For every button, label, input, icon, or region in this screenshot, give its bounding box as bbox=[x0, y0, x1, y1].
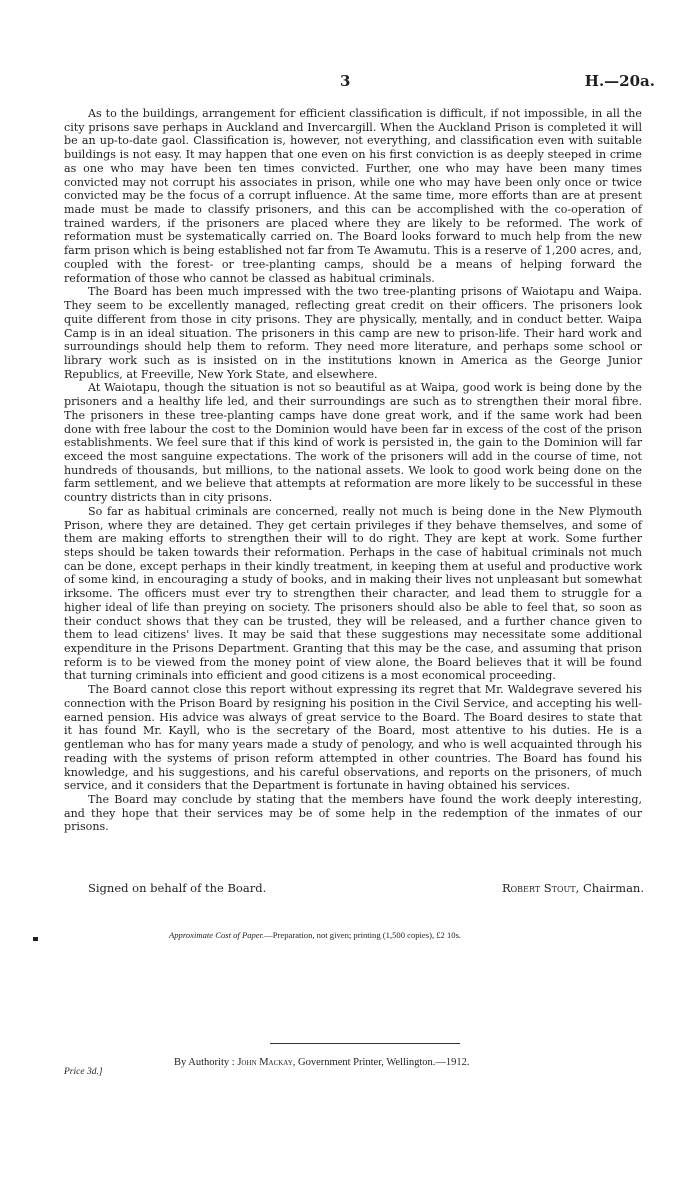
price-label: Price 3d.] bbox=[64, 1067, 103, 1077]
report-body bbox=[64, 107, 642, 834]
printer-name: John Mackay, bbox=[237, 1057, 296, 1068]
cost-text: —Preparation, not given; printing (1,500 copies), £2 10s. bbox=[264, 930, 462, 940]
paragraph-waldegrave: The Board cannot close this report without expressing its regret that Mr. Waldegrave severed his connection with the Prison Board by resigning his position in the Civil Service, and accepting his well-earned pension. His advice was always of great service to the Board. The Board desires to state that it has found Mr. Kayll, who is the secretary of the Board, most attentive to his duties. He is a gentleman who has for many years made a study of penology, and who is well acquainted through his reading with the systems of prison reform attempted in other countries. The Board has found his knowledge, and his suggestions, and his careful observations, and reports on the prisoners, of much service, and it considers that the Department is fortunate in having obtained his services. bbox=[64, 683, 642, 793]
signature-block bbox=[88, 881, 644, 895]
paragraph-habitual-criminals: So far as habitual criminals are concerned, really not much is being done in the New Plymouth Prison, where they are detained. They get certain privileges if they behave themselves, and some of them are making efforts to strengthen their will to do right. They are kept at work. Some further steps should be taken towards their reformation. Perhaps in the case of habitual criminals not much can be done, except perhaps in their kindly treatment, in keeping them at useful and productive work of some kind, in encouraging a study of books, and in making their lives not unpleasant but somewhat irksome. The officers must ever try to strengthen their character, and lead them to struggle for a higher ideal of life than preying on society. The prisoners should also be able to feel that, so soon as their conduct shows that they can be trusted, they will be released, and a further chance given to them to lead citizens' lives. It may be said that these suggestions may necessitate some additional expenditure in the Prisons Department. Granting that this may be the case, and assuming that prison reform is to be viewed from the money point of view alone, the Board believes that it will be found that turning criminals into efficient and good citizens is a most economical proceeding. bbox=[64, 504, 642, 683]
paper-reference: H.—20a. bbox=[584, 72, 655, 90]
paragraph-waiotapu: At Waiotapu, though the situation is not so beautiful as at Waipa, good work is being done by the prisoners and a healthy life led, and their surroundings are such as to strengthen their moral fibre. The prisoners in these tree-planting camps have done great work, and if the same work had been done with free labour the cost to the Dominion would have been far in excess of the cost of the prison establishments. We feel sure that if this kind of work is persisted in, the gain to the Dominion will far exceed the most sanguine expectations. The work of the prisoners will add in the course of time, not hundreds of thousands, but millions, to the national assets. We look to good work being done on the farm settlement, and we believe that attempts at reformation are more likely to be successful in these country districts than in city prisons. bbox=[64, 381, 642, 505]
cost-label: Approximate Cost of Paper. bbox=[169, 930, 265, 940]
authority-prefix: By Authority : bbox=[174, 1057, 235, 1068]
paragraph-tree-planting-prisons: The Board has been much impressed with the two tree-planting prisons of Waiotapu and Waipa. They seem to be excellently managed, reflecting great credit on their officers. The prisoners look quite different from those in city prisons. They are physically, mentally, and in conduct better. Waipa Camp is in an ideal situation. The prisoners in this camp are new to prison-life. Their hard work and surroundings should help them to reform. They need more literature, and perhaps some school or library work such as is insisted on in the institutions known in America as the George Junior Republics, at Freeville, New York State, and elsewhere. bbox=[64, 285, 642, 381]
signer bbox=[502, 881, 644, 895]
paragraph-conclusion: The Board may conclude by stating that the members have found the work deeply interesting, and they hope that their services may be of some help in the redemption of the inmates of our prisons. bbox=[64, 792, 642, 834]
signed-on-behalf-text: Signed on behalf of the Board. bbox=[88, 881, 267, 895]
paragraph-buildings: As to the buildings, arrangement for efficient classification is difficult, if not impossible, in all the city prisons save perhaps in Auckland and Invercargill. When the Auckland Prison is completed it will be an up-to-date gaol. Classification is, however, not everything, and classification even with suitable buildings is not easy. It may happen that one even on his first conviction is as deeply steeped in crime as one who may have been ten times convicted. Further, one who may have been many times convicted may not corrupt his associates in prison, while one who may have been only once or twice convicted may be the focus of a corrupt influence. At the same time, more efforts than are at present made must be made to classify prisoners, and this can be accomplished with the co-operation of trained warders, if the prisoners are placed where they are likely to be reformed. The work of reformation must be systematically carried on. The Board looks forward to much help from the new farm prison which is being established not far from Te Awamutu. This is a reserve of 1,200 acres, and, coupled with the forest- or tree-planting camps, should be a means of helping forward the reformation of those who cannot be classed as habitual criminals. bbox=[64, 107, 642, 285]
footer-divider bbox=[270, 1043, 460, 1044]
cost-note bbox=[169, 930, 461, 940]
signer-title: Chairman. bbox=[582, 881, 644, 895]
margin-mark bbox=[33, 937, 38, 941]
signer-name: Robert Stout, bbox=[501, 881, 580, 895]
page-number: 3 bbox=[340, 72, 351, 90]
authority-suffix: Government Printer, Wellington.—1912. bbox=[298, 1057, 470, 1068]
authority-line bbox=[174, 1057, 470, 1068]
